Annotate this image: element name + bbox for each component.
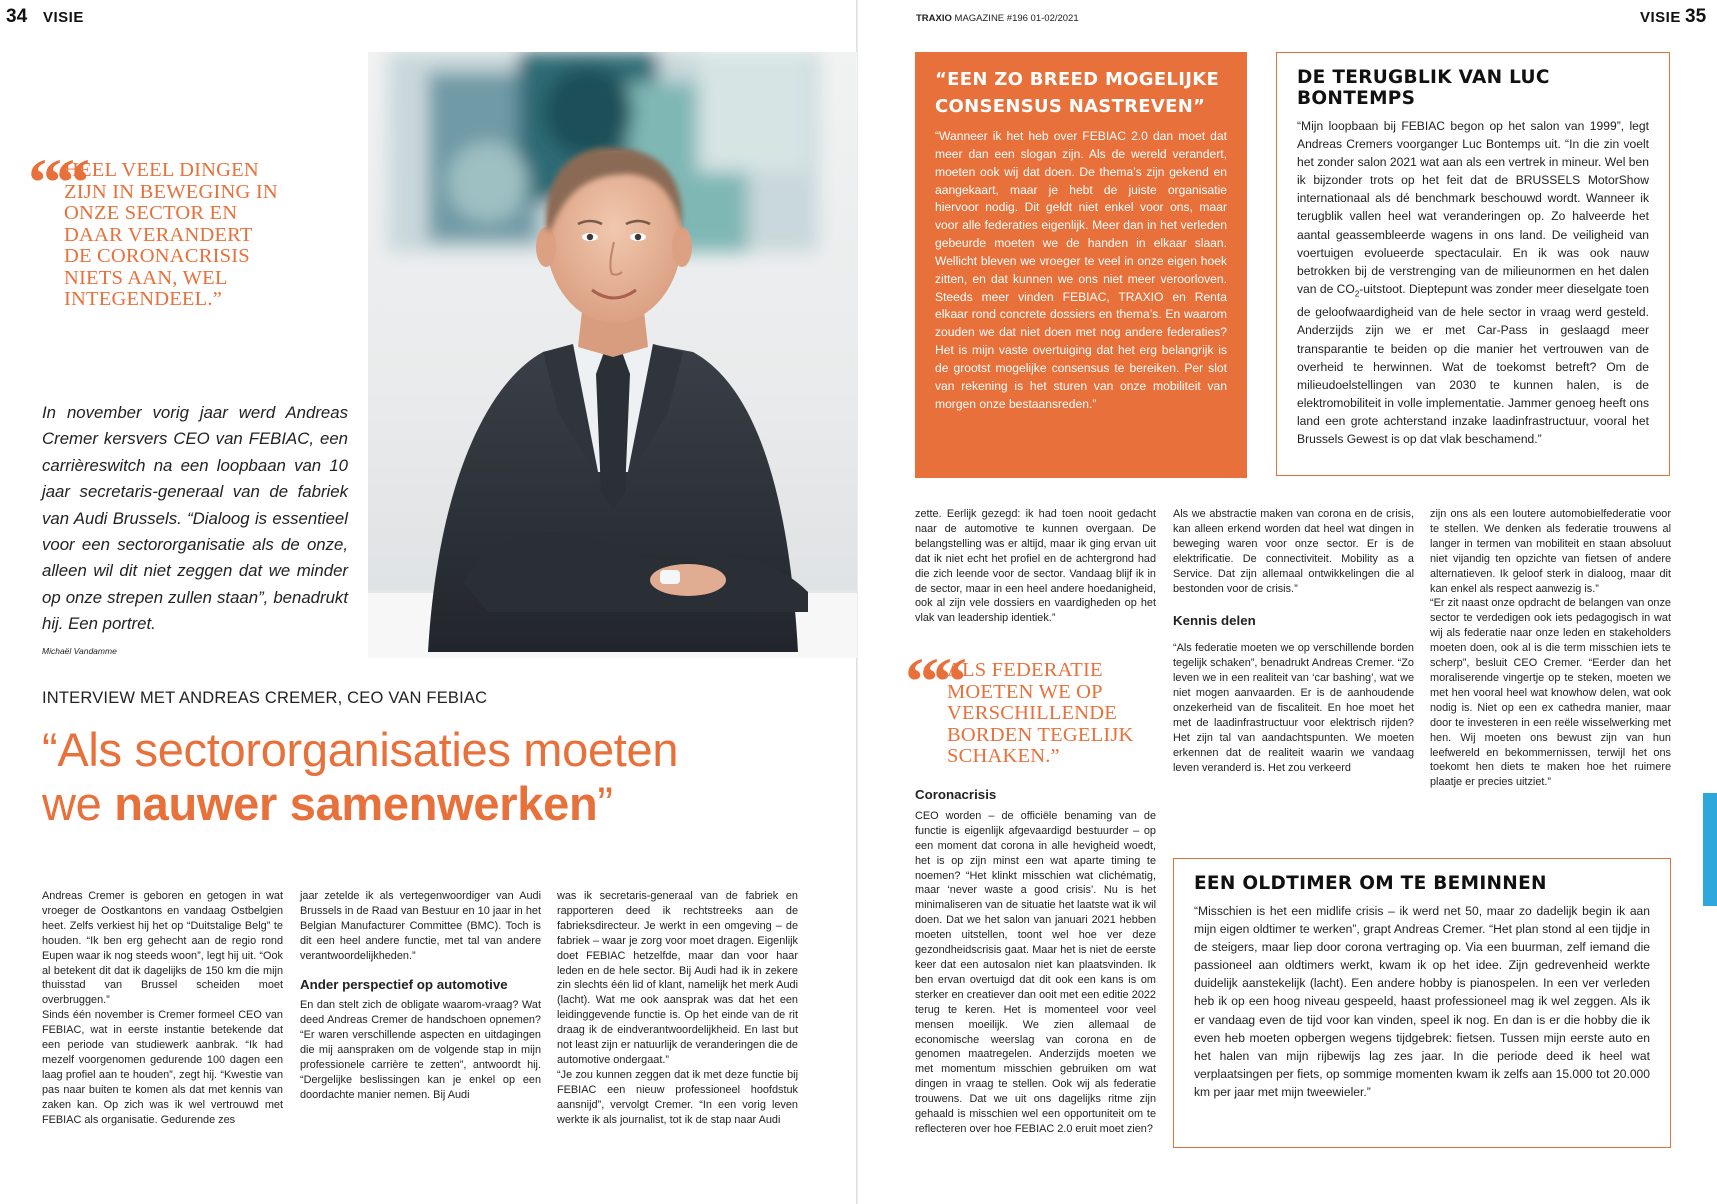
body-paragraph: “Je zou kunnen zeggen dat ik met deze functie bij FEBIAC een nieuw professioneel hoofdstuk aansnijd”, vervolgt Cremer. “In een vorig leven werkte ik als journalist, tot ik de stap naar Audi (557, 1068, 798, 1126)
magazine-issue: MAGAZINE #196 01-02/2021 (951, 13, 1079, 24)
subheading: Ander perspectief op automotive (300, 976, 508, 992)
oldtimer-box-text: “Misschien is het een midlife crisis – ik werd net 50, maar zo dadelijk begin ik aan mijn eigen oldtimer te werken”, grapt Andreas Cremer. “Het plan stond al een tijdje in de steigers, maar liep door corona vertraging op. Via een buurman, zelf iemand die passioneel aan oldtimers werkt, kwam ik op het idee. Zijn gedrevenheid werkte duidelijk aanstekelijk (lacht). Een andere hobby is pianospelen. In een ver verleden heb ik op een hoog niveau gespeeld, haast professioneel mag ik wel zeggen. Als ik er vandaag even de tijd voor kan vinden, speel ik nog. En dan is er die hobby die ik even heb moeten opbergen wegens tijdgebrek: fietsen. Tussen mijn eerste auto en het halen van mijn rijbewijs lag zes jaar. In die periode deed ik heel wat verplaatsingen per fiets, op sommige momenten kwam ik zelfs aan 15.000 tot 20.000 km per jaar met mijn tweewieler.” (1194, 904, 1650, 1099)
right-quote-mark-icon: ““ (905, 643, 961, 719)
left-section-label: VISIE (43, 9, 84, 26)
left-column-1 (42, 889, 283, 1128)
right-column-1 (915, 507, 1156, 626)
consensus-box (915, 52, 1247, 478)
left-column-2 (300, 889, 541, 1103)
right-pull-quote-text: ALS FEDERATIE MOETEN WE OP VERSCHILLENDE BORDEN TEGELIJK SCHAKEN.” (947, 659, 1134, 767)
left-column-3 (557, 889, 798, 1128)
page-edge-tab (1703, 793, 1717, 906)
right-column-3 (1430, 507, 1671, 790)
left-quote-mark-icon: ““ (28, 144, 84, 220)
body-paragraph: “Er zit naast onze opdracht de belangen van onze sector te verdedigen ook iets pedagogisch in wat wij als federatie naar onze leden en stakeholders moeten doen, ook al is die term misschien iets te scherp”, besluit CEO Cremer. “Eerder dan het moraliserende vingertje op te steken, moeten we met hen vooral heel wat knowhow delen, wat ook nodig is. Niet op een ex cathedra manier, maar door te investeren in een reële wisselwerking met hen. Wij moeten ons bewust zijn van hun leefwereld en bekommernissen, terwijl het ons toekomt hen diets te maken hoe het ruimere plaatje er precies uitziet.” (1430, 597, 1671, 789)
oldtimer-box (1173, 858, 1671, 1148)
body-paragraph: jaar zetelde ik als vertegenwoordiger van Audi Brussels in de Raad van Bestuur en 10 jaar in het Belgian Manufacturer Committee (BMC). Toch is dit een heel andere functie, met tal van andere verantwoordelijkheden.” (300, 890, 541, 962)
article-kicker: INTERVIEW MET ANDREAS CREMER, CEO VAN FEBIAC (42, 689, 488, 707)
left-pull-quote-text: HEEL VEEL DINGEN ZIJN IN BEWEGING IN ONZE SECTOR EN DAAR VERANDERT DE CORONACRISIS NIETS AAN, WEL INTEGENDEEL.” (64, 159, 278, 310)
consensus-box-text: “Wanneer ik het heb over FEBIAC 2.0 dan moet dat meer dan een slogan zijn. Als de wereld verandert, moeten ook wij dat doen. De thema’s zijn gekend en aangekaart, maar je hebt de juiste organisatie hiervoor nodig. Dit geldt niet enkel voor ons, maar voor alle federaties eigenlijk. Meer dan in het verleden gebeurde moeten we de handen in elkaar slaan. Wellicht bleven we vroeger te veel in onze eigen hoek zitten, en dat kunnen we ons niet meer veroorloven. Steeds meer vinden FEBIAC, TRAXIO en Renta elkaar rond concrete dossiers en thema’s. En waarom zouden we dat niet doen met nog andere federaties? Het is mijn vaste overtuiging dat het erg belangrijk is de grootst mogelijke consensus te bereiken. Per slot van rekening is het sturen van onze mobiliteit van morgen onze bestaansreden.” (935, 129, 1227, 411)
bontemps-box-text (1297, 117, 1649, 448)
headline-line-1: “Als sectororganisaties moeten (42, 723, 679, 776)
consensus-box-title: “EEN ZO BREED MOGELIJKE CONSENSUS NASTREVEN” (935, 69, 1220, 117)
bontemps-text-part-2: -uitstoot. Dieptepunt was zonder meer dieselgate toen de geloofwaardigheid van de hele sector in vraag werd gesteld. Anderzijds zijn we er met Car-Pass in geslaagd meer transparantie te beiden op die manier het vertrouwen van de overheid te herwinnen. Wat de toekomst betreft? Om de milieudoelstellingen van 2030 te kunnen halen, is de elektromobiliteit in volle implementatie. Jammer genoeg heeft ons land een grote achterstand inzake laadinfrastructuur, vooral het Brussels Gewest is op dat vlak beschamend.” (1297, 281, 1650, 446)
subheading: Coronacrisis (915, 787, 997, 802)
headline-line-2 (42, 777, 678, 831)
magazine-issue-line (916, 13, 1079, 24)
bontemps-box-title: DE TERUGBLIK VAN LUC BONTEMPS (1297, 67, 1550, 109)
photo-credit: Michaël Vandamme (42, 646, 117, 656)
article-headline (42, 723, 678, 831)
body-paragraph: was ik secretaris-generaal van de fabriek en rapporteren deed ik rechtstreeks aan de fabrieksdirecteur. Je werkt in een omgeving – de fabriek – waar je zorg voor moet dragen. Eigenlijk doet FEBIAC hetzelfde, maar dan voor haar leden en de hele sector. Bij Audi had ik in zekere zin slechts één lid of klant, namelijk het merk Audi (lacht). Wat me ook aansprak was dat het een leidinggevende functie is. Op het einde van de rit draag ik de eindverantwoordelijkheid. En last but not least zijn er natuurlijk de veranderingen die de automotive ondergaat.” (557, 890, 798, 1066)
body-paragraph: En dan stelt zich de obligate waarom-vraag? Wat deed Andreas Cremer de handschoen opnemen? “Er waren verschillende aspecten en uitdagingen die mij aanspraken om de volgende stap in mijn professionele carrière te zetten”, antwoordt hij. “Dergelijke beslissingen kan je enkel op een doordachte manier nemen. Bij Audi (300, 999, 541, 1101)
right-column-1-lower (915, 778, 1156, 1137)
body-paragraph: “Als federatie moeten we op verschillende borden tegelijk schaken”, benadrukt Andreas Cremer. “Zo leven we in een realiteit van ‘car bashing’, wat we niet mogen aanvaarden. Er is de aanhoudende onzekerheid van de fiscaliteit. En hoe moet het met de laadinfrastructuur voor elektrisch rijden? Het zijn tal van aandachtspunten. We moeten erkennen dat de realiteit waarin we vandaag leven veranderd is. Het zou verkeerd (1173, 642, 1414, 774)
bontemps-text-part-1: “Mijn loopbaan bij FEBIAC begon op het salon van 1999”, legt Andreas Cremers voorganger Luc Bontemps uit. “In die zin voelt het zonder salon 2021 wat aan als een vertrek in mineur. Wel ben ik bijzonder trots op het feit dat de BRUSSELS MotorShow internationaal als dé benchmark beschouwd wordt. Wanneer ik terugblik vallen heel wat veranderingen op. Zo halveerde het aantal geassembleerde wagens in ons land. De veiligheid van voertuigen evolueerde spectaculair. En ik was ook nauw betrokken bij de verstrenging van de milieunormen en het dalen van de CO (1297, 119, 1649, 296)
headline-line-2-start: we (42, 777, 115, 830)
body-paragraph: zijn ons als een loutere automobielfederatie voor te stellen. We denken als federatie trouwens al langer in termen van mobiliteit en staan absoluut niet vijandig ten opzichte van fietsen of andere alternatieven. Ik geloof sterk in dialoog, maar dit kan enkel als respect aanwezig is.” (1430, 508, 1671, 595)
body-paragraph: CEO worden – de officiële benaming van de functie is eigenlijk afgevaardigd bestuurder – op een moment dat corona in alle hevigheid woedt, het is op zijn minst een wat aparte timing te noemen? “Het klinkt misschien wat clichématig, maar ‘never waste a good crisis’. Nu is het minimaliseren van de situatie het laatste wat ik wil doen. Dat we het salon van januari 2021 hebben moeten uitstellen, toont wel hoe ver deze gezondheidscrisis gaat. Maar het is niet de eerste keer dat een autosalon niet kan plaatsvinden. Ik ben ervan overtuigd dat dit ook een kans is om sterker en creatiever dan ooit met een editie 2022 terug te keren. Het is momenteel voor veel mensen moeilijk. We zien allemaal de economische weerslag van corona en de genomen maatregelen. Anderzijds moeten we met momentum misschien gebruiken om wat dingen in vraag te stellen. Ook wij als federatie trouwens. Dat we uit ons dagelijks ritme zijn gehaald is misschien wel een opportuniteit om te reflecteren over hoe FEBIAC 2.0 eruit moet zien? (915, 809, 1156, 1135)
left-pull-quote (28, 144, 278, 311)
body-paragraph: Als we abstractie maken van corona en de crisis, kan alleen erkend worden dat heel wat dingen in beweging waren voor onze sector. Er is de elektrificatie. De connectiviteit. Mobility as a Service. Dat zijn allemaal ontwikkelingen die al bestonden voor de crisis.” (1173, 508, 1414, 595)
body-paragraph: zette. Eerlijk gezegd: ik had toen nooit gedacht naar de automotive te kunnen overgaan. De belangstelling was er altijd, maar ik ging ervan uit dat ik niet echt het profiel en de achtergrond had die zich leende voor de sector. Vandaag blijf ik in de sector, maar in een heel andere hoedanigheid, ook al zijn vele dossiers en vaardigheden op het vlak van leadership identiek.” (915, 508, 1156, 625)
right-section-label: VISIE (1640, 9, 1681, 26)
right-page-number: 35 (1685, 6, 1707, 27)
intro-paragraph: In november vorig jaar werd Andreas Cremer kersvers CEO van FEBIAC, een carrièreswitch na een loopbaan van 10 jaar secretaris-generaal van de fabriek van Audi Brussels. “Dialoog is essentieel voor een sectororganisatie als de onze, alleen wil dit niet zeggen dat we minder op onze strepen zullen staan”, benadrukt hij. Een portret. (42, 403, 348, 634)
portrait-illustration (368, 52, 857, 658)
co2-subscript: 2 (1354, 289, 1360, 299)
portrait-photo (368, 52, 857, 658)
right-column-2 (1173, 507, 1414, 776)
body-paragraph: Sinds één november is Cremer formeel CEO van FEBIAC, wat in eerste instantie betekende dat een periode van studiewerk aanbrak. “Ik had mezelf voorgenomen gedurende 100 dagen een laag profiel aan te houden”, zegt hij. “Kwestie van pas naar buiten te komen als dat met kennis van zaken kan. Op zich was ik wel vertrouwd met FEBIAC als organisatie. Gedurende zes (42, 1009, 283, 1126)
body-paragraph: Andreas Cremer is geboren en getogen in wat vroeger de Oostkantons en vandaag Ostbelgien heet. Zelfs verkiest hij het op “Duitstalige Belg” te houden. “Ik ben erg gehecht aan de regio rond Eupen waar ik nog steeds woon”, legt hij uit. “Ook al betekent dit dat ik dagelijks de 150 km die mijn thuisstad van Brussel scheiden moet overbruggen.” (42, 890, 283, 1007)
magazine-brand: TRAXIO (916, 13, 952, 24)
oldtimer-box-title: EEN OLDTIMER OM TE BEMINNEN (1194, 873, 1547, 894)
headline-emphasis: nauwer samenwerken (114, 777, 598, 830)
right-pull-quote (905, 643, 1165, 768)
subheading: Kennis delen (1173, 613, 1256, 629)
left-page-number: 34 (6, 6, 28, 27)
headline-close-quote: ” (597, 777, 613, 830)
bontemps-box (1276, 52, 1670, 476)
